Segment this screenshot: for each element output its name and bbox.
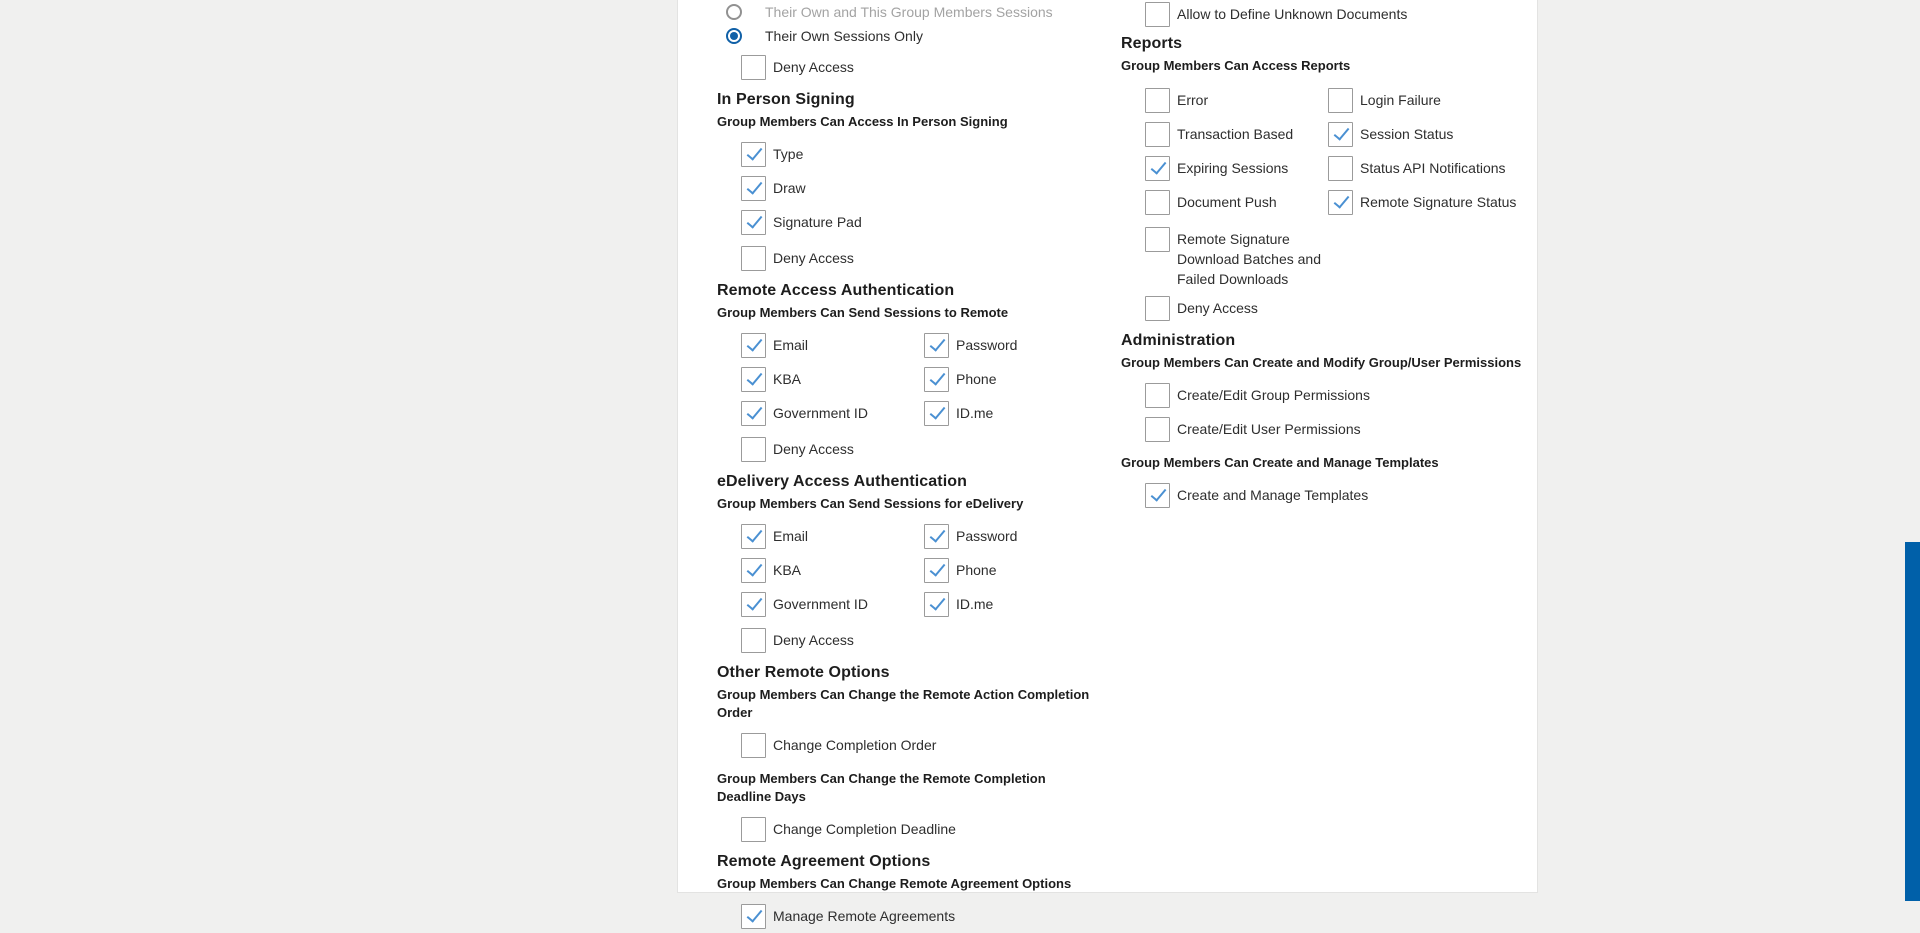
section-subtitle: Group Members Can Change Remote Agreement Options (717, 876, 1072, 891)
checkbox-row-type (717, 137, 1097, 171)
checkbox-label: KBA (773, 371, 802, 387)
checkbox-label: Email (773, 528, 809, 544)
checkbox-row-kba-phone-edelivery (717, 553, 1097, 587)
checkbox-label: Create/Edit Group Permissions (1177, 387, 1370, 403)
cell (924, 367, 996, 392)
checkbox-label: Manage Remote Agreements (773, 908, 956, 924)
radio-dot-icon (730, 8, 738, 16)
checkbox-row-unknown-documents (1121, 0, 1533, 28)
checkbox-row-error-loginfailure (1121, 83, 1533, 117)
checkbox-row-kba-phone (717, 362, 1097, 396)
check-icon (929, 403, 945, 420)
checkbox-label: Allow to Define Unknown Documents (1177, 6, 1408, 22)
checkbox-label: Remote Signature Download Batches and Failed Downloads (1177, 231, 1321, 287)
deny-access-checkbox[interactable] (741, 55, 766, 80)
cell (924, 592, 993, 617)
section-subtitle: Group Members Can Access Reports (1121, 58, 1351, 73)
section-subtitle-templates: Group Members Can Create and Manage Templates (1121, 455, 1439, 470)
checkbox-row-draw (717, 171, 1097, 205)
checkbox-label: Deny Access (773, 441, 854, 457)
cell (924, 401, 993, 426)
checkbox-label: ID.me (956, 405, 994, 421)
expiring-sessions-checkbox[interactable] (1145, 156, 1170, 181)
checkbox-label: Government ID (773, 405, 868, 421)
section-subtitle: Group Members Can Create and Modify Group/User Permissions (1121, 355, 1522, 370)
create-edit-user-permissions-checkbox[interactable] (1145, 417, 1170, 442)
check-icon (929, 526, 945, 543)
check-icon (746, 403, 762, 420)
check-icon (1333, 124, 1349, 141)
checkbox-label: Password (956, 337, 1018, 353)
check-icon (746, 526, 762, 543)
checkbox-label: Phone (956, 371, 997, 387)
cell (924, 333, 1017, 358)
change-completion-order-checkbox[interactable] (741, 733, 766, 758)
check-icon (1150, 485, 1166, 502)
section-title-in-person-signing: In Person Signing (717, 91, 855, 108)
scrollbar-thumb[interactable] (1905, 542, 1920, 901)
radio-icon[interactable] (726, 28, 742, 44)
check-icon (746, 335, 762, 352)
check-icon (746, 906, 762, 923)
session-status-checkbox[interactable] (1328, 122, 1353, 147)
cell (741, 401, 924, 426)
idme-checkbox[interactable] (924, 592, 949, 617)
checkbox-label: Create/Edit User Permissions (1177, 421, 1361, 437)
checkbox-label: Remote Signature Status (1360, 194, 1517, 210)
cell (1145, 156, 1328, 181)
section-subtitle: Group Members Can Send Sessions for eDelivery (717, 496, 1024, 511)
check-icon (746, 369, 762, 386)
checkbox-row-email-password-edelivery (717, 519, 1097, 553)
checkbox-row-govid-idme-edelivery (717, 587, 1097, 621)
checkbox-row-create-edit-user-permissions (1121, 412, 1533, 446)
checkbox-row-create-manage-templates (1121, 478, 1533, 512)
checkbox-label: Government ID (773, 596, 868, 612)
government-id-checkbox[interactable] (741, 401, 766, 426)
checkbox-row-change-completion-order (717, 728, 1097, 762)
checkbox-row-govid-idme (717, 396, 1097, 430)
document-push-checkbox[interactable] (1145, 190, 1170, 215)
checkbox-row-manage-remote-agreements (717, 899, 1097, 933)
remote-signature-downloads-checkbox[interactable] (1145, 227, 1170, 252)
change-completion-deadline-checkbox[interactable] (741, 817, 766, 842)
checkbox-label: Password (956, 528, 1018, 544)
deny-access-checkbox[interactable] (1145, 296, 1170, 321)
login-failure-checkbox[interactable] (1328, 88, 1353, 113)
right-column (1121, 0, 1533, 512)
cell (1145, 190, 1328, 215)
checkbox-row-docpush-remotesig (1121, 185, 1533, 219)
email-checkbox[interactable] (741, 524, 766, 549)
checkbox-label: Error (1177, 92, 1209, 108)
checkbox-label: Session Status (1360, 126, 1454, 142)
checkbox-label: Deny Access (773, 632, 854, 648)
checkbox-label: Login Failure (1360, 92, 1441, 108)
cell (741, 367, 924, 392)
cell (741, 592, 924, 617)
check-icon (929, 335, 945, 352)
checkbox-row-transaction-sessionstatus (1121, 117, 1533, 151)
cell (741, 333, 924, 358)
section-title-other-remote-options: Other Remote Options (717, 664, 890, 681)
transaction-based-checkbox[interactable] (1145, 122, 1170, 147)
checkbox-row-deny-access-edelivery (717, 623, 1097, 657)
type-checkbox[interactable] (741, 142, 766, 167)
section-title-edelivery-auth: eDelivery Access Authentication (717, 473, 968, 490)
check-icon (746, 560, 762, 577)
government-id-checkbox[interactable] (741, 592, 766, 617)
check-icon (1333, 192, 1349, 209)
create-manage-templates-checkbox[interactable] (1145, 483, 1170, 508)
check-icon (746, 594, 762, 611)
checkbox-label: Deny Access (773, 250, 854, 266)
checkbox-label: Deny Access (773, 59, 854, 75)
cell (924, 524, 1017, 549)
checkbox-label: ID.me (956, 596, 994, 612)
section-title-remote-agreement-options: Remote Agreement Options (717, 853, 931, 870)
checkbox-row-deny-access-remote (717, 432, 1097, 466)
checkbox-label: Status API Notifications (1360, 160, 1506, 176)
check-icon (929, 594, 945, 611)
checkbox-row-deny-access-in-person (717, 241, 1097, 275)
check-icon (929, 369, 945, 386)
checkbox-label: Change Completion Order (773, 737, 937, 753)
cell (1145, 88, 1328, 113)
phone-checkbox[interactable] (924, 367, 949, 392)
cell (741, 558, 924, 583)
checkbox-label: Type (773, 146, 804, 162)
checkbox-label: Change Completion Deadline (773, 821, 956, 837)
permissions-panel (677, 0, 1538, 924)
checkbox-label: Phone (956, 562, 997, 578)
checkbox-label: Signature Pad (773, 214, 862, 230)
checkbox-row-email-password (717, 328, 1097, 362)
radio-dot-icon (730, 32, 738, 40)
radio-icon[interactable] (726, 4, 742, 20)
section-subtitle: Group Members Can Change the Remote Action Completion Order (717, 687, 1090, 720)
cell (1328, 156, 1506, 181)
deny-access-checkbox[interactable] (741, 437, 766, 462)
radio-label: Their Own Sessions Only (765, 28, 923, 44)
checkbox-label: Transaction Based (1177, 126, 1294, 142)
checkbox-label: Document Push (1177, 194, 1277, 210)
cell (1328, 88, 1441, 113)
radio-option-own-and-group-sessions[interactable] (717, 0, 1097, 24)
checkbox-label: Email (773, 337, 809, 353)
section-subtitle: Group Members Can Access In Person Signing (717, 114, 1008, 129)
cell (741, 524, 924, 549)
checkbox-label: Draw (773, 180, 806, 196)
left-column (717, 0, 1097, 933)
section-subtitle: Group Members Can Change the Remote Completion Deadline Days (717, 771, 1046, 804)
cell (924, 558, 996, 583)
checkbox-label: KBA (773, 562, 802, 578)
checkbox-row-deny-access-sessions (717, 50, 1097, 84)
phone-checkbox[interactable] (924, 558, 949, 583)
radio-option-own-sessions-only[interactable] (717, 24, 1097, 48)
kba-checkbox[interactable] (741, 367, 766, 392)
cell (1328, 190, 1516, 215)
error-report-checkbox[interactable] (1145, 88, 1170, 113)
signature-pad-checkbox[interactable] (741, 210, 766, 235)
radio-label: Their Own and This Group Members Sessions (765, 4, 1053, 20)
check-icon (746, 212, 762, 229)
password-checkbox[interactable] (924, 333, 949, 358)
checkbox-label: Create and Manage Templates (1177, 487, 1369, 503)
deny-access-checkbox[interactable] (741, 246, 766, 271)
section-subtitle: Group Members Can Send Sessions to Remote (717, 305, 1009, 320)
password-checkbox[interactable] (924, 524, 949, 549)
manage-remote-agreements-checkbox[interactable] (741, 904, 766, 929)
section-title-reports: Reports (1121, 35, 1183, 52)
check-icon (746, 178, 762, 195)
create-edit-group-permissions-checkbox[interactable] (1145, 383, 1170, 408)
allow-unknown-documents-checkbox[interactable] (1145, 2, 1170, 27)
checkbox-row-deny-access-reports (1121, 291, 1533, 325)
section-title-administration: Administration (1121, 332, 1236, 349)
status-api-notifications-checkbox[interactable] (1328, 156, 1353, 181)
checkbox-row-expiring-statusapi (1121, 151, 1533, 185)
check-icon (1150, 158, 1166, 175)
section-title-remote-access-auth: Remote Access Authentication (717, 282, 955, 299)
checkbox-row-change-completion-deadline (717, 812, 1097, 846)
checkbox-label: Expiring Sessions (1177, 160, 1289, 176)
check-icon (746, 144, 762, 161)
checkbox-label: Deny Access (1177, 300, 1258, 316)
idme-checkbox[interactable] (924, 401, 949, 426)
checkbox-row-signature-pad (717, 205, 1097, 239)
remote-signature-status-checkbox[interactable] (1328, 190, 1353, 215)
cell (1328, 122, 1453, 147)
check-icon (929, 560, 945, 577)
checkbox-row-create-edit-group-permissions (1121, 378, 1533, 412)
checkbox-row-remote-signature-downloads (1121, 227, 1533, 289)
email-checkbox[interactable] (741, 333, 766, 358)
deny-access-checkbox[interactable] (741, 628, 766, 653)
cell (1145, 122, 1328, 147)
kba-checkbox[interactable] (741, 558, 766, 583)
draw-checkbox[interactable] (741, 176, 766, 201)
